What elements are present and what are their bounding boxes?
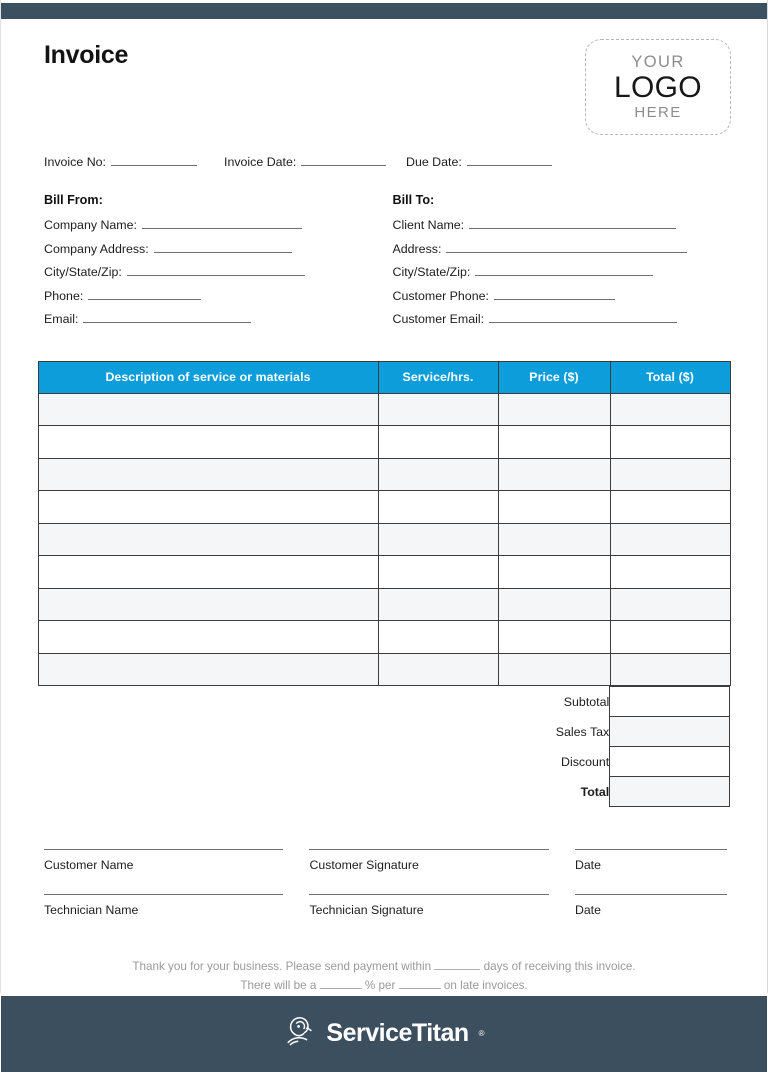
technician-name-label: Technician Name: [44, 903, 139, 917]
totals-row-subtotal: [38, 687, 730, 717]
totals-spacer: [38, 777, 378, 807]
totals-row-discount: [38, 747, 730, 777]
bill-to-field-address[interactable]: [393, 241, 742, 256]
payment-terms-line1-part2: days of receiving this invoice.: [483, 960, 636, 973]
input[interactable]: [83, 311, 251, 323]
totals-row-total: [38, 777, 730, 807]
cell-price[interactable]: [498, 653, 610, 686]
logo-placeholder-line2: LOGO: [614, 70, 702, 104]
table-row[interactable]: [38, 556, 730, 589]
total-label: Total: [580, 784, 610, 799]
totals-row-sales-tax: [38, 717, 730, 747]
table-row[interactable]: [38, 458, 730, 491]
input[interactable]: [469, 217, 676, 229]
label: Address:: [392, 241, 442, 256]
cell-description[interactable]: [38, 458, 378, 491]
input[interactable]: [154, 241, 292, 253]
discount-label: Discount: [561, 754, 610, 769]
cell-description[interactable]: [38, 523, 378, 556]
payment-days-blank[interactable]: [434, 958, 480, 970]
bill-to-field-customer-email[interactable]: [393, 311, 742, 326]
top-accent-bar: [1, 3, 767, 19]
table-row[interactable]: [38, 653, 730, 686]
customer-date-line[interactable]: [575, 849, 727, 850]
logo-placeholder-line1: YOUR: [631, 53, 685, 72]
column-header-service-hours: Service/hrs.: [378, 361, 498, 393]
column-header-total: Total ($): [610, 361, 730, 393]
cell-price[interactable]: [498, 556, 610, 589]
invoice-header: [27, 19, 741, 135]
cell-description[interactable]: [38, 491, 378, 524]
payment-terms-line2-part1: There will be a: [240, 979, 317, 993]
table-row[interactable]: [38, 393, 730, 426]
line-items-header-row: [38, 361, 730, 393]
input[interactable]: [88, 288, 201, 300]
label: Email:: [44, 312, 79, 326]
technician-name-line[interactable]: [44, 894, 283, 895]
bill-from-field-email[interactable]: [44, 311, 393, 326]
logo-placeholder-line3: HERE: [634, 103, 682, 121]
technician-date-line[interactable]: [575, 894, 727, 895]
table-row[interactable]: [38, 523, 730, 556]
label: Phone:: [44, 288, 84, 303]
cell-total[interactable]: [610, 491, 730, 524]
bill-to-field-client-name[interactable]: [393, 217, 742, 232]
totals-table: [38, 686, 731, 807]
cell-price[interactable]: [498, 588, 610, 621]
cell-hours[interactable]: [378, 523, 498, 556]
customer-name-label: Customer Name: [44, 858, 134, 872]
servicetitan-wordmark: ServiceTitan: [326, 1019, 469, 1048]
bill-from-field-phone[interactable]: [44, 288, 393, 303]
label: Customer Email:: [392, 312, 485, 326]
late-fee-percent-blank[interactable]: [320, 977, 362, 989]
invoice-date-label: Invoice Date:: [224, 155, 297, 169]
cell-total[interactable]: [610, 426, 730, 459]
input[interactable]: [475, 264, 653, 276]
billing-section: [27, 193, 741, 335]
bill-from-field-company-address[interactable]: [44, 241, 393, 256]
payment-terms-line1-part1: Thank you for your business. Please send payment within: [132, 960, 432, 973]
customer-date-label: Date: [574, 858, 601, 872]
page-title: Invoice: [44, 41, 129, 69]
technician-signature-label: Technician Signature: [309, 903, 424, 917]
bill-from-heading: Bill From:: [44, 193, 103, 207]
due-date-input[interactable]: [467, 154, 552, 166]
cell-hours[interactable]: [378, 458, 498, 491]
cell-price[interactable]: [498, 393, 610, 426]
label: City/State/Zip:: [44, 265, 122, 279]
logo-placeholder[interactable]: [585, 39, 731, 135]
input[interactable]: [494, 288, 615, 300]
total-value[interactable]: [610, 777, 730, 807]
bill-to-field-city-state-zip[interactable]: [393, 264, 742, 279]
totals-spacer: [38, 687, 378, 717]
cell-description[interactable]: [38, 556, 378, 589]
invoice-no-input[interactable]: [111, 154, 197, 166]
totals-spacer: [38, 747, 378, 777]
sales-tax-value[interactable]: [610, 717, 730, 747]
label: Company Name:: [44, 218, 137, 232]
subtotal-value[interactable]: [610, 687, 730, 717]
table-row[interactable]: [38, 426, 730, 459]
invoice-meta-row: [27, 154, 741, 169]
table-row[interactable]: [38, 491, 730, 524]
customer-name-line[interactable]: [44, 849, 283, 850]
cell-hours[interactable]: [378, 491, 498, 524]
cell-hours[interactable]: [378, 426, 498, 459]
invoice-no-label: Invoice No:: [44, 155, 106, 169]
invoice-date-field[interactable]: [224, 154, 406, 169]
label: Company Address:: [44, 241, 149, 256]
sales-tax-label: Sales Tax: [555, 724, 610, 739]
cell-total[interactable]: [610, 621, 730, 654]
discount-value[interactable]: [610, 747, 730, 777]
technician-signature-line[interactable]: [309, 894, 548, 895]
cell-hours[interactable]: [378, 556, 498, 589]
payment-terms-note: [27, 957, 741, 996]
cell-hours[interactable]: [378, 653, 498, 686]
input[interactable]: [446, 241, 687, 253]
signature-column-dates: [575, 849, 727, 917]
cell-total[interactable]: [610, 523, 730, 556]
invoice-date-input[interactable]: [301, 154, 386, 166]
cell-description[interactable]: [38, 588, 378, 621]
titan-head-icon: [283, 1015, 317, 1052]
customer-signature-label: Customer Signature: [309, 858, 419, 872]
bill-to-heading: Bill To:: [392, 193, 435, 207]
cell-price[interactable]: [498, 458, 610, 491]
table-row[interactable]: [38, 621, 730, 654]
bill-from-field-company-name[interactable]: [44, 217, 393, 232]
payment-terms-line2-part2: % per: [364, 979, 396, 993]
cell-total[interactable]: [610, 458, 730, 491]
column-header-price: Price ($): [498, 361, 610, 393]
input[interactable]: [142, 217, 302, 229]
due-date-label: Due Date:: [406, 155, 462, 169]
subtotal-label: Subtotal: [563, 694, 610, 709]
cell-description[interactable]: [38, 653, 378, 686]
payment-terms-line1: [27, 957, 741, 976]
input[interactable]: [489, 311, 677, 323]
signature-section: [27, 849, 741, 917]
bill-to-field-customer-phone[interactable]: [393, 288, 742, 303]
label: Customer Phone:: [392, 288, 489, 303]
input[interactable]: [127, 264, 305, 276]
customer-signature-line[interactable]: [309, 849, 548, 850]
due-date-field[interactable]: [406, 154, 552, 169]
payment-terms-line2-part3: on late invoices.: [443, 979, 528, 993]
cell-hours[interactable]: [378, 621, 498, 654]
cell-price[interactable]: [498, 621, 610, 654]
bill-to-block: [393, 193, 742, 335]
cell-description[interactable]: [38, 426, 378, 459]
totals-spacer: [38, 717, 378, 747]
cell-total[interactable]: [610, 653, 730, 686]
bill-from-block: [44, 193, 393, 335]
cell-description[interactable]: [38, 621, 378, 654]
cell-total[interactable]: [610, 393, 730, 426]
servicetitan-logo: [283, 1015, 484, 1052]
cell-total[interactable]: [610, 556, 730, 589]
technician-date-label: Date: [574, 903, 601, 917]
signature-column-names: [44, 849, 309, 917]
registered-trademark-mark: ®: [478, 1029, 485, 1039]
cell-hours[interactable]: [378, 588, 498, 621]
brand-footer-bar: [1, 996, 767, 1072]
cell-hours[interactable]: [378, 393, 498, 426]
cell-total[interactable]: [610, 588, 730, 621]
bill-from-field-city-state-zip[interactable]: [44, 264, 393, 279]
line-items-table: [38, 361, 731, 687]
cell-description[interactable]: [38, 393, 378, 426]
late-fee-period-blank[interactable]: [399, 977, 441, 989]
table-row[interactable]: [38, 588, 730, 621]
signature-column-signatures: [309, 849, 574, 917]
cell-price[interactable]: [498, 491, 610, 524]
invoice-no-field[interactable]: [44, 154, 224, 169]
invoice-body: [1, 19, 767, 996]
label: City/State/Zip:: [392, 265, 471, 279]
cell-price[interactable]: [498, 426, 610, 459]
label: Client Name:: [392, 218, 465, 232]
column-header-description: Description of service or materials: [38, 361, 378, 393]
cell-price[interactable]: [498, 523, 610, 556]
